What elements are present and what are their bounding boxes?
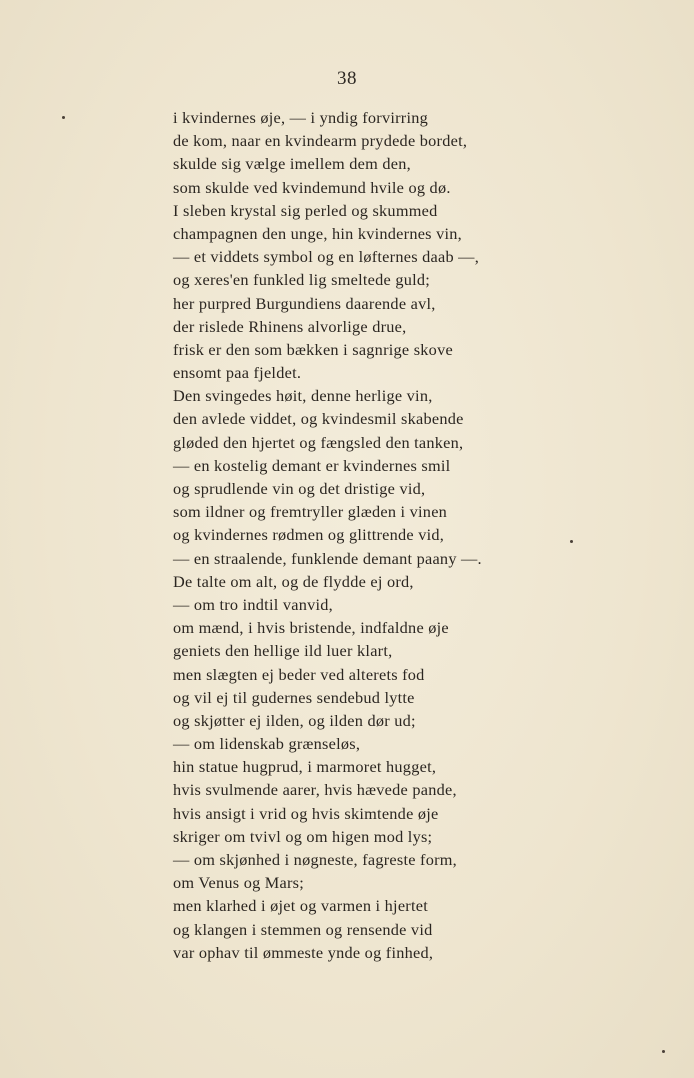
poem-line: I sleben krystal sig perled og skummed (173, 200, 438, 220)
poem-text (173, 106, 573, 964)
poem-line: geniets den hellige ild luer klart, (173, 641, 393, 661)
poem-line: var ophav til ømmeste ynde og finhed, (173, 942, 434, 962)
poem-line: og kvindernes rødmen og glittrende vid, (173, 525, 445, 545)
poem-line: hin statue hugprud, i marmoret hugget, (173, 757, 437, 777)
poem-line: der rislede Rhinens alvorlige drue, (173, 316, 407, 336)
poem-line: men klarhed i øjet og varmen i hjertet (173, 896, 428, 916)
poem-line: — om tro indtil vanvid, (173, 594, 333, 614)
poem-line: — om skjønhed i nøgneste, fagreste form, (173, 850, 458, 869)
poem-line: ensomt paa fjeldet. (173, 363, 302, 383)
poem-line: her purpred Burgundiens daarende avl, (173, 293, 436, 313)
poem-line: — en kostelig demant er kvindernes smil (173, 455, 451, 475)
paper-speck (570, 540, 573, 543)
poem-line: hvis ansigt i vrid og hvis skimtende øje (173, 803, 439, 823)
poem-line: om Venus og Mars; (173, 873, 305, 893)
poem-line: Den svingedes høit, denne herlige vin, (173, 386, 433, 406)
poem-line: hvis svulmende aarer, hvis hævede pande, (173, 780, 457, 800)
poem-line: men slægten ej beder ved alterets fod (173, 664, 425, 684)
poem-line: skriger om tvivl og om higen mod lys; (173, 826, 433, 846)
poem-line: gløded den hjertet og fængsled den tanken, (173, 432, 464, 452)
poem-line: og skjøtter ej ilden, og ilden dør ud; (173, 710, 416, 730)
poem-line: — en straalende, funklende demant paany —. (173, 548, 482, 568)
poem-line: skulde sig vælge imellem dem den, (173, 154, 411, 174)
poem-line: — om lidenskab grænseløs, (173, 734, 361, 754)
poem-line: i kvindernes øje, — i yndig forvirring (173, 108, 429, 127)
poem-line: som skulde ved kvindemund hvile og dø. (173, 177, 451, 197)
poem-line: og sprudlende vin og det dristige vid, (173, 479, 426, 498)
page-number: 38 (337, 68, 357, 89)
poem-line: og vil ej til gudernes sendebud lytte (173, 687, 415, 707)
poem-line: som ildner og fremtryller glæden i vinen (173, 502, 448, 522)
paper-speck (662, 1050, 665, 1053)
poem-line: den avlede viddet, og kvindesmil skabende (173, 409, 464, 429)
poem-line: frisk er den som bækken i sagnrige skove (173, 339, 453, 359)
poem-line: de kom, naar en kvindearm prydede bordet, (173, 131, 468, 151)
poem-line: De talte om alt, og de flydde ej ord, (173, 571, 414, 591)
poem-line: — et viddets symbol og en løfternes daab —, (173, 247, 480, 267)
paper-speck (62, 116, 65, 119)
poem-line: og klangen i stemmen og rensende vid (173, 919, 433, 939)
poem-line: og xeres'en funkled lig smeltede guld; (173, 270, 431, 290)
poem-line: champagnen den unge, hin kvindernes vin, (173, 223, 462, 243)
poem-line: om mænd, i hvis bristende, indfaldne øje (173, 618, 449, 638)
